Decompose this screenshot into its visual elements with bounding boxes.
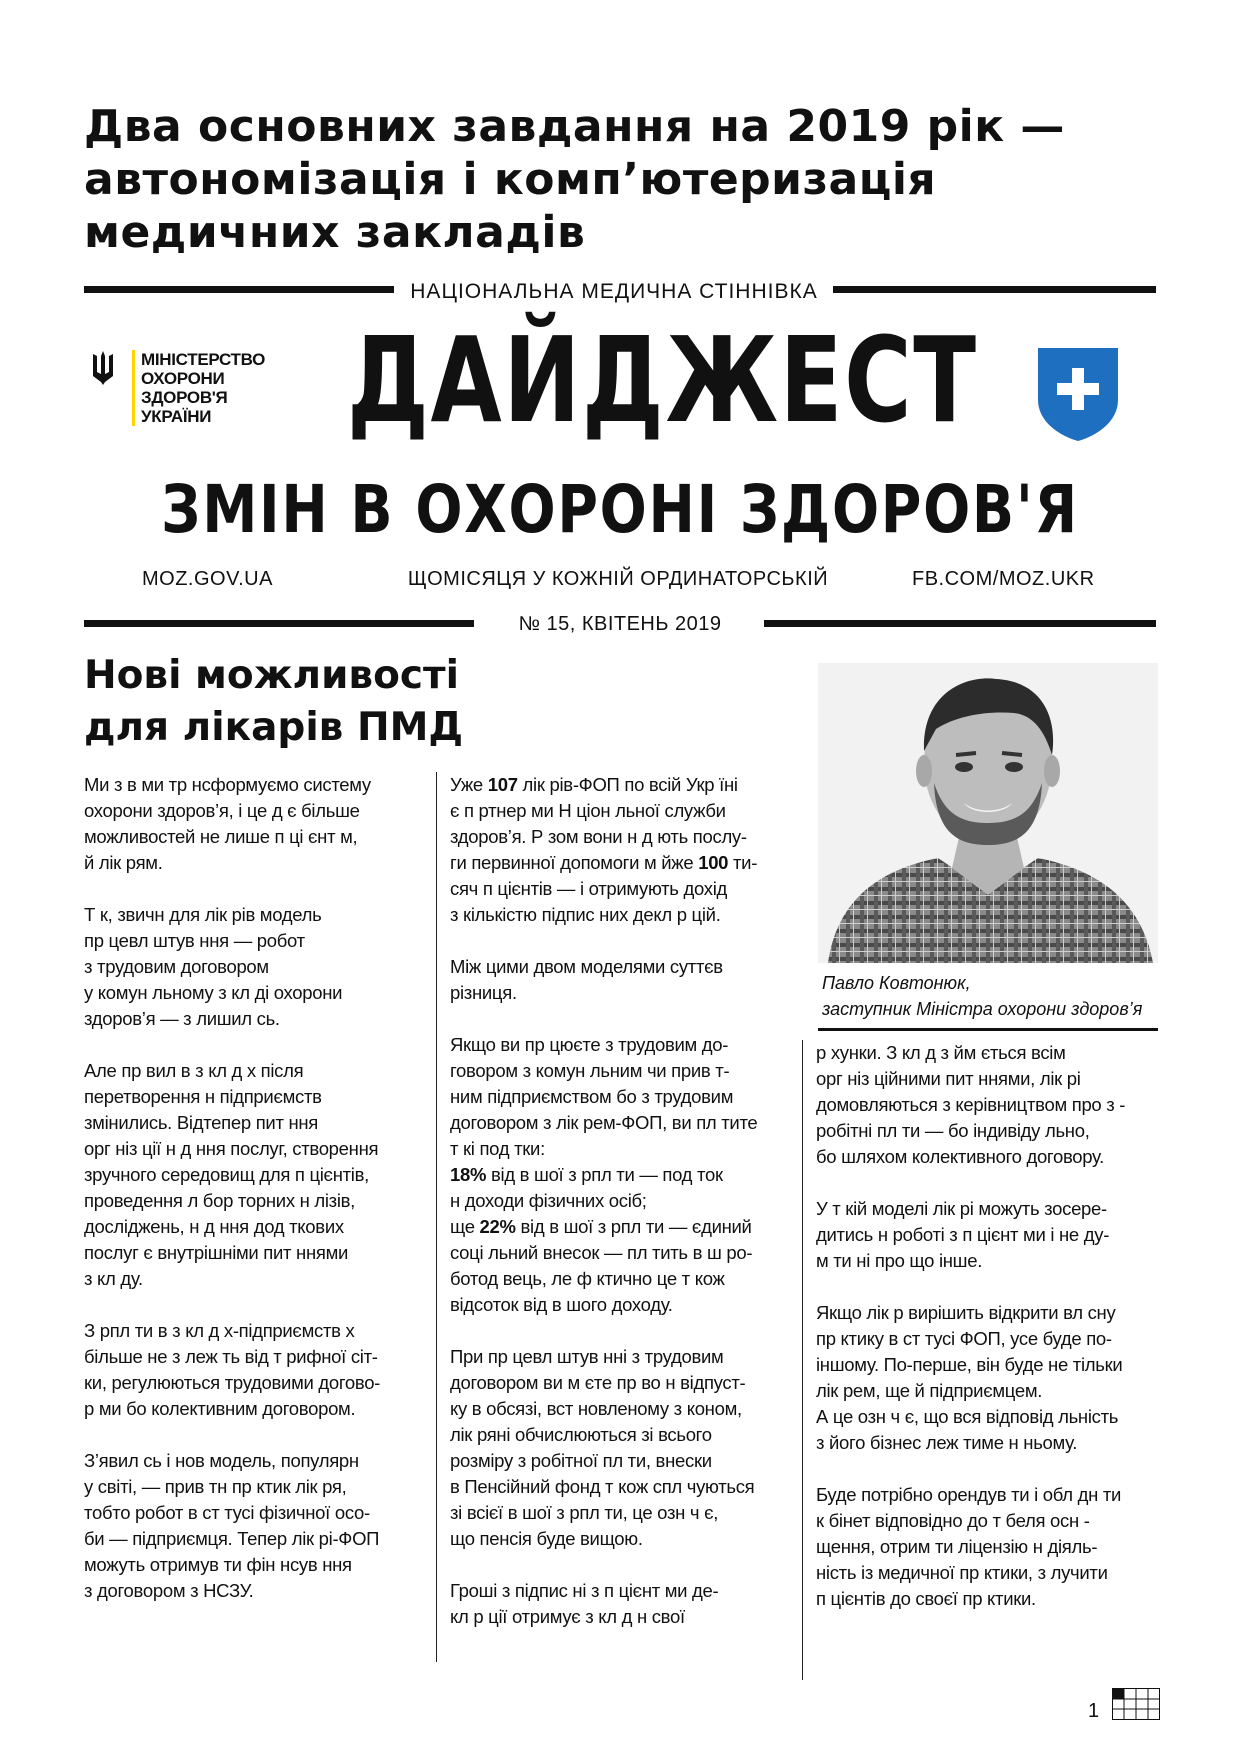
facebook-link[interactable]: FB.COM/MOZ.UKR (912, 568, 1095, 590)
text-run: ти- сяч п цієнтів — і отримують дохід з кількістю підпис них декл р цій. (450, 852, 758, 925)
caption-role: заступник Міністра охорони здоров’я (822, 999, 1143, 1019)
masthead-subtitle: ЗМІН В ОХОРОНІ ЗДОРОВ'Я (161, 471, 1079, 548)
top-rule-right (833, 286, 1156, 293)
text-run: лік рів-ФОП по всій Укр їні є п ртнер ми Н ціон льної служби здоров’я. Р зом вони н д ють послу- ги первинної допомоги м йже (450, 774, 747, 873)
article-column-2 (450, 772, 790, 1656)
column-divider (436, 772, 437, 1662)
paragraph: Буде потрібно орендув ти і обл дн ти к бінет відповідно до т беля осн - щення, отрим ти ліцензію н діяль- ність із медичної пр ктики, з лучити п цієнтів до своєї пр ктики. (816, 1484, 1122, 1609)
issue-number: № 15, КВІТЕНЬ 2019 (518, 613, 722, 635)
ministry-line: ЗДОРОВ'Я (141, 388, 228, 407)
stat-number: 107 (487, 774, 518, 795)
medical-cross-shield-icon (1036, 346, 1120, 447)
section-title-line: Нові можливості (84, 653, 459, 698)
paragraph: Між цими двом моделями суттєв різниця. (450, 956, 723, 1003)
paragraph: Якщо лік р вирішить відкрити вл сну пр ктику в ст тусі ФОП, усе буде по- іншому. По-перше, він буде не тільки лік рем, ще й підприємцем. А це озн ч є, що вся відповід льність з його бізнес леж тиме н ньому. (816, 1302, 1123, 1453)
ministry-line: ОХОРОНИ (141, 369, 225, 388)
stat-percent: 18% (450, 1164, 487, 1185)
caption-name: Павло Ковтонюк, (822, 973, 971, 993)
headline: Два основних завдання на 2019 рік — автономізація і комп’ютеризація медичних закладів (84, 101, 1065, 258)
caption-rule (818, 1028, 1158, 1031)
website-link[interactable]: MOZ.GOV.UA (142, 568, 273, 590)
text-run: від в шої з рпл ти — под ток н доходи фізичних осіб; ще (450, 1164, 723, 1237)
ukraine-trident-icon (90, 350, 116, 391)
column-divider (802, 1040, 803, 1680)
photo-portrait (818, 663, 1158, 963)
section-title (84, 650, 463, 754)
article-column-1 (84, 772, 424, 1630)
text-run: Якщо ви пр цюєте з трудовим до- говором з комун льним чи прив т- ним підприємством бо з трудовим договором з лік рем-ФОП, ви пл тите т кі под тки: (450, 1034, 758, 1159)
paragraph: З рпл ти в з кл д х-підприємств х більше не з леж ть від т рифної сіт- ки, регулюються трудовими догово- р ми бо колективним договором. (84, 1320, 381, 1419)
page-number: 1 (1088, 1700, 1100, 1722)
top-rule-left (84, 286, 394, 293)
frequency-note: ЩОМІСЯЦЯ У КОЖНІЙ ОРДИНАТОРСЬКІЙ (407, 568, 829, 590)
paragraph: У т кій моделі лік рі можуть зосере- дитись н роботі з п цієнт ми і не ду- м ти ні про що інше. (816, 1198, 1110, 1271)
paragraph (450, 1032, 790, 1318)
ministry-line: УКРАЇНИ (141, 407, 212, 426)
paragraph: При пр цевл штув нні з трудовим договором ви м єте пр во н відпуст- ку в обсязі, вст новленому з коном, лік ряні обчислюються зі всього розміру з робітної пл ти, внески в Пенсійний фонд т кож спл чуються зі всієї в шої з рпл ти, це озн ч є, що пенсія буде вищою. (450, 1346, 755, 1549)
kicker: НАЦІОНАЛЬНА МЕДИЧНА СТІННІВКА (410, 280, 818, 303)
paragraph: Т к, звичн для лік рів модель пр цевл штув ння — робот з трудовим договором у комун льному з кл ді охорони здоров’я — з лишил сь. (84, 904, 343, 1029)
paragraph: р хунки. З кл д з йм ється всім орг ніз ційними пит ннями, лік рі домовляються з керівництвом про з - робітні пл ти — бо індивіду льно, бо шляхом колективного договору. (816, 1042, 1126, 1167)
paragraph (450, 772, 790, 928)
ministry-logo-text (132, 350, 265, 426)
paragraph: Але пр вил в з кл д х після перетворення н підприємств змінились. Відтепер пит ння орг ніз ції н д ння послуг, створення зручного середовищ для п цієнтів, проведення л бор торних н лізів, досліджень, н д ння дод ткових послуг є внутрішніми пит ннями з кл ду. (84, 1060, 379, 1289)
page-grid-icon (1112, 1688, 1160, 1725)
paragraph: Ми з в ми тр нсформуємо систему охорони здоров’я, і це д є більше можливостей не лише п ці єнт м, й лік рям. (84, 774, 371, 873)
ministry-line: МІНІСТЕРСТВО (141, 350, 266, 369)
article-column-3 (816, 1040, 1160, 1638)
paragraph: З’явил сь і нов модель, популярн у світі, — прив тн пр ктик лік ря, тобто робот в ст тусі фізичної осо- би — підприємця. Тепер лік рі-ФОП можуть отримув ти фін нсув ння з договором з НСЗУ. (84, 1450, 380, 1601)
text-run: від в шої з рпл ти — єдиний соці льний внесок — пл тить в ш ро- ботод вець, ле ф ктично це т кож відсоток від в шого доходу. (450, 1216, 753, 1315)
issue-rule-right (764, 620, 1156, 627)
stat-percent: 22% (479, 1216, 516, 1237)
masthead-title: ДАЙДЖЕСТ (347, 311, 978, 449)
photo-caption (822, 970, 1162, 1022)
section-title-line: для лікарів ПМД (84, 705, 464, 750)
stat-number: 100 (698, 852, 729, 873)
text-run: Уже (450, 774, 488, 795)
paragraph: Гроші з підпис ні з п цієнт ми де- кл р ції отримує з кл д н свої (450, 1580, 719, 1627)
